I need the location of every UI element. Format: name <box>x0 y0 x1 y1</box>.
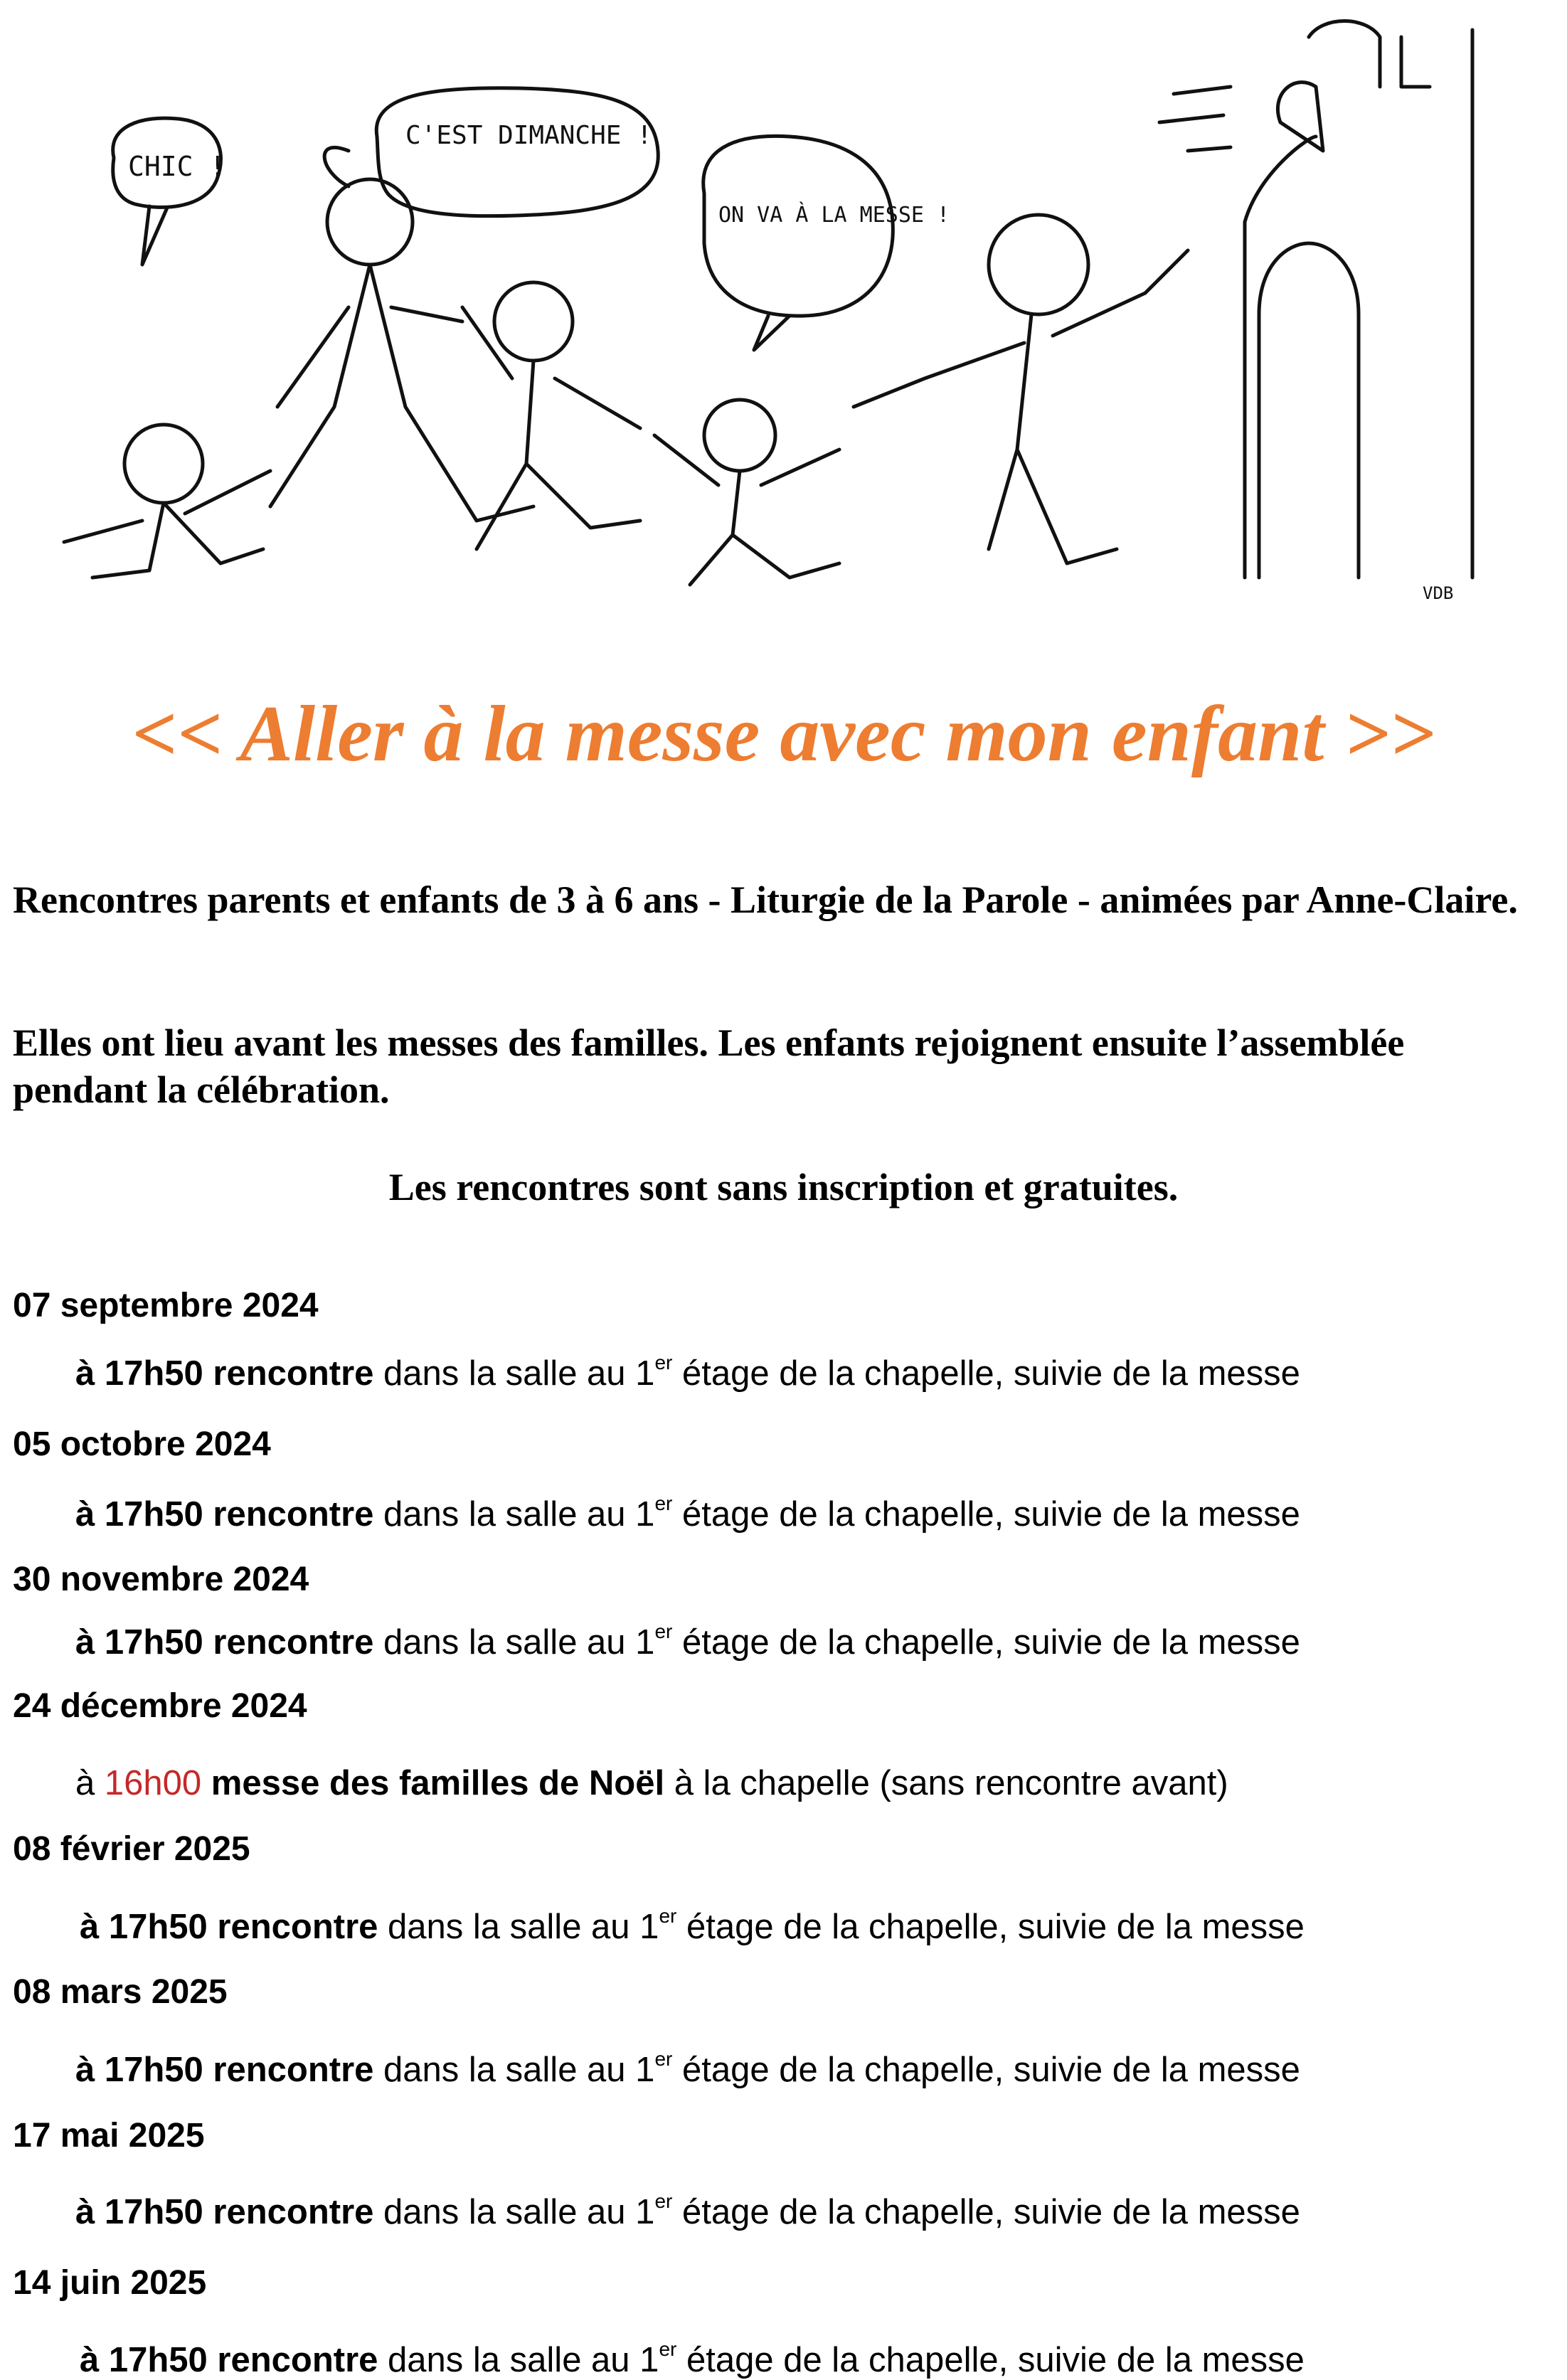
speech-bubble-messe <box>703 136 950 350</box>
intro-paragraph-free: Les rencontres sont sans inscription et gratuites. <box>388 1166 1179 1208</box>
schedule-detail: à 17h50 rencontre dans la salle au 1er étage de la chapelle, suivie de la messe <box>75 1492 1300 1534</box>
schedule-detail: à 17h50 rencontre dans la salle au 1er étage de la chapelle, suivie de la messe <box>75 2190 1300 2231</box>
bubble-text-dimanche: C'EST DIMANCHE ! <box>405 121 652 150</box>
artist-signature: VDB <box>1423 583 1454 603</box>
schedule-date: 07 septembre 2024 <box>13 1287 319 1324</box>
child-figure-left <box>64 425 270 578</box>
schedule-date: 30 novembre 2024 <box>13 1561 309 1598</box>
family-going-to-mass-illustration <box>36 9 1515 613</box>
schedule-date: 08 février 2025 <box>13 1830 250 1868</box>
chapel-drawing <box>1159 21 1472 578</box>
page-title: << Aller à la messe avec mon enfant >> <box>132 690 1435 778</box>
child-figure-middle <box>462 282 640 549</box>
schedule-date: 17 mai 2025 <box>13 2117 205 2155</box>
speech-bubble-dimanche <box>376 88 658 216</box>
schedule-detail: à 17h50 rencontre dans la salle au 1er étage de la chapelle, suivie de la messe <box>80 1905 1305 1946</box>
father-figure <box>854 215 1188 563</box>
intro-paragraph-audience: Rencontres parents et enfants de 3 à 6 ans - Liturgie de la Parole - animées par Anne-Claire. <box>13 878 1518 921</box>
schedule-date: 08 mars 2025 <box>13 1973 228 2011</box>
speech-bubble-chic <box>113 118 226 265</box>
schedule-detail: à 16h00 messe des familles de Noël à la chapelle (sans rencontre avant) <box>75 1764 1228 1802</box>
schedule-detail: à 17h50 rencontre dans la salle au 1er étage de la chapelle, suivie de la messe <box>80 2338 1305 2379</box>
child-figure-right <box>654 400 839 585</box>
intro-paragraph-timing: Elles ont lieu avant les messes des familles. Les enfants rejoignent ensuite l’assemblée pendant la célébration. <box>13 1021 1405 1111</box>
bubble-text-messe: ON VA À LA MESSE ! <box>718 203 950 228</box>
schedule-date: 14 juin 2025 <box>13 2264 207 2302</box>
schedule-detail: à 17h50 rencontre dans la salle au 1er étage de la chapelle, suivie de la messe <box>75 1620 1300 1662</box>
schedule-date: 24 décembre 2024 <box>13 1687 307 1725</box>
bubble-text-chic: CHIC ! <box>128 151 226 182</box>
schedule-detail: à 17h50 rencontre dans la salle au 1er étage de la chapelle, suivie de la messe <box>75 2048 1300 2089</box>
schedule-detail: à 17h50 rencontre dans la salle au 1er étage de la chapelle, suivie de la messe <box>75 1351 1300 1393</box>
schedule-date: 05 octobre 2024 <box>13 1425 271 1463</box>
